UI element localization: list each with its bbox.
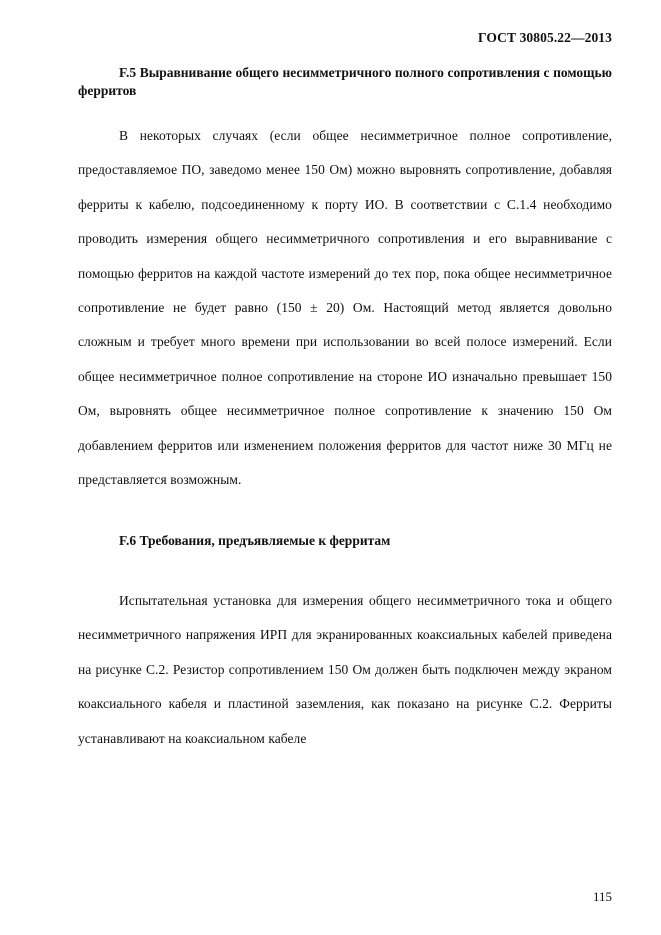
page-number: 115 [592, 889, 612, 904]
section-heading-f5: F.5 Выравнивание общего несимметричного полного сопротивления с помощью ферритов [78, 65, 612, 98]
section-heading-f6: F.6 Требования, предъявляемые к ферритам [119, 533, 391, 548]
standard-code-header: ГОСТ 30805.22—2013 [478, 30, 612, 45]
section-paragraph-f5: В некоторых случаях (если общее несимметричное полное сопротивление, предоставляемое ПО, заведомо менее 150 Ом) можно выровнять сопротивление, добавляя ферриты к кабелю, подсоединенному к порту ИО. В соответствии с С.1.4 необходимо проводить измерения общего несимметричного сопротивления и его выравнивание с помощью ферритов на каждой частоте измерений до тех пор, пока общее несимметричное сопротивление не будет равно (150 ± 20) Ом. Настоящий метод является довольно сложным и требует много времени при использовании во всей полосе измерений. Если общее несимметричное полное сопротивление на стороне ИО изначально превышает 150 Ом, выровнять общее несимметричное полное сопротивление к значению 150 Ом добавлением ферритов или изменением положения ферритов для частот ниже 30 МГц не представляется возможным. [78, 128, 612, 488]
section-paragraph-f6: Испытательная установка для измерения общего несимметричного тока и общего несимметричного напряжения ИРП для экранированных коаксиальных кабелей приведена на рисунке С.2. Резистор сопротивлением 150 Ом должен быть подключен между экраном коаксиального кабеля и пластиной заземления, как показано на рисунке С.2. Ферриты устанавливают на коаксиальном кабеле [78, 593, 612, 746]
